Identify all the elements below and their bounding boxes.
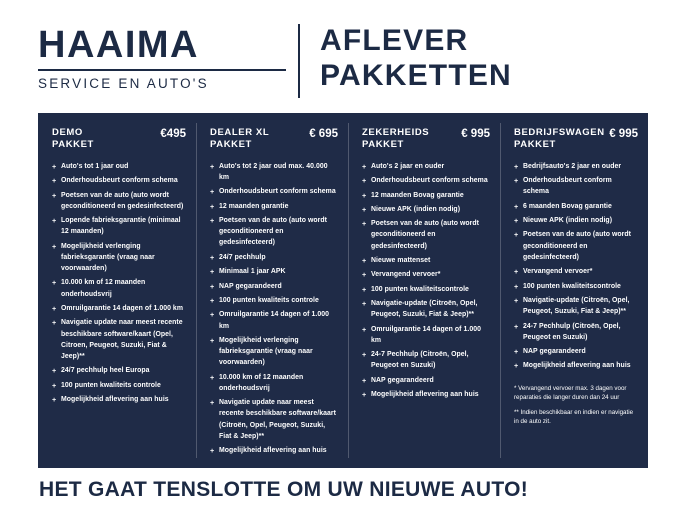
list-item: + Omruilgarantie 14 dagen of 1.000 km xyxy=(52,303,186,314)
list-item: + Auto's tot 1 jaar oud xyxy=(52,161,186,172)
list-item: + Vervangend vervoer* xyxy=(514,266,638,277)
package-card-bedrijfswagen xyxy=(500,113,648,468)
brand-block xyxy=(38,22,290,91)
package-title xyxy=(210,127,269,151)
package-title xyxy=(362,127,429,151)
list-item: + Mogelijkheid aflevering aan huis xyxy=(362,389,490,400)
list-item: + 24-7 Pechhulp (Citroën, Opel, Peugeot en Suzuki) xyxy=(362,349,490,371)
header-divider xyxy=(298,24,300,98)
header xyxy=(38,22,648,100)
page-title-line-1: AFLEVER xyxy=(320,24,469,57)
list-item: + 100 punten kwaliteitscontrole xyxy=(514,281,638,292)
list-item: + NAP gegarandeerd xyxy=(362,375,490,386)
brand-subtitle: SERVICE EN AUTO'S xyxy=(38,76,209,91)
list-item: + Navigatie update naar meest recente beschikbare software/kaart (Opel, Citroen, Peugeot, Suzuki, Fiat & Jeep)** xyxy=(52,317,186,362)
package-price: € 695 xyxy=(309,128,338,140)
list-item: + Auto's 2 jaar en ouder xyxy=(362,161,490,172)
package-header xyxy=(514,127,638,151)
package-card-zekerheids xyxy=(348,113,500,468)
footer-tagline: HET GAAT TENSLOTTE OM UW NIEUWE AUTO! xyxy=(39,478,529,501)
list-item: + Bedrijfsauto's 2 jaar en ouder xyxy=(514,161,638,172)
package-title-line-1: BEDRIJFSWAGEN xyxy=(514,127,605,138)
list-item: + 100 punten kwaliteits controle xyxy=(210,295,338,306)
list-item: + Onderhoudsbeurt conform schema xyxy=(210,186,338,197)
package-price: € 995 xyxy=(609,128,638,140)
list-item: + Omruilgarantie 14 dagen of 1.000 km xyxy=(210,309,338,331)
package-header xyxy=(362,127,490,151)
list-item: + Navigatie-update (Citroën, Opel, Peugeot, Suzuki, Fiat & Jeep)** xyxy=(514,295,638,317)
package-title-line-2: PAKKET xyxy=(210,138,252,150)
page-title xyxy=(320,22,512,93)
list-item: + 12 maanden garantie xyxy=(210,201,338,212)
list-item: + Mogelijkheid aflevering aan huis xyxy=(52,394,186,405)
package-card-demo xyxy=(38,113,196,468)
footnote-2: ** Indien beschikbaar en indien er navigatie in de auto zit. xyxy=(514,408,634,426)
feature-list xyxy=(514,161,638,372)
list-item: + Onderhoudsbeurt conform schema xyxy=(514,175,638,197)
list-item: + Nieuwe mattenset xyxy=(362,255,490,266)
list-item: + 24-7 Pechhulp (Citroën, Opel, Peugeot en Suzuki) xyxy=(514,321,638,343)
package-title-line-2: PAKKET xyxy=(362,138,404,150)
list-item: + 10.000 km of 12 maanden onderhoudsvrij xyxy=(52,277,186,299)
package-title-line-2: PAKKET xyxy=(514,138,556,150)
list-item: + Onderhoudsbeurt conform schema xyxy=(362,175,490,186)
package-header xyxy=(52,127,186,151)
list-item: + 24/7 pechhulp xyxy=(210,252,338,263)
footnotes xyxy=(514,384,638,427)
list-item: + Auto's tot 2 jaar oud max. 40.000 km xyxy=(210,161,338,183)
list-item: + Mogelijkheid aflevering aan huis xyxy=(210,445,338,456)
page-title-line-2: PAKKETTEN xyxy=(320,58,512,92)
packages-panel xyxy=(38,113,648,468)
list-item: + 12 maanden Bovag garantie xyxy=(362,190,490,201)
package-card-dealer-xl xyxy=(196,113,348,468)
package-price: €495 xyxy=(160,128,186,140)
list-item: + Nieuwe APK (indien nodig) xyxy=(514,215,638,226)
brand-name: HAAIMA xyxy=(38,24,199,66)
list-item: + Mogelijkheid verlenging fabrieksgarantie (vraag naar voorwaarden) xyxy=(210,335,338,369)
list-item: + Vervangend vervoer* xyxy=(362,269,490,280)
list-item: + 100 punten kwaliteitscontrole xyxy=(362,284,490,295)
list-item: + Poetsen van de auto (auto wordt geconditioneerd en gedesinfecteerd) xyxy=(52,190,186,212)
list-item: + Poetsen van de auto (auto wordt geconditioneerd en gedesinfecteerd) xyxy=(362,218,490,252)
list-item: + Onderhoudsbeurt conform schema xyxy=(52,175,186,186)
list-item: + Navigatie-update (Citroën, Opel, Peugeot, Suzuki, Fiat & Jeep)** xyxy=(362,298,490,320)
feature-list xyxy=(210,161,338,457)
package-title xyxy=(514,127,605,151)
list-item: + 100 punten kwaliteits controle xyxy=(52,380,186,391)
feature-list xyxy=(362,161,490,401)
footnote-1: * Vervangend vervoer max. 3 dagen voor reparaties die langer duren dan 24 uur xyxy=(514,384,627,402)
list-item: + NAP gegarandeerd xyxy=(514,346,638,357)
list-item: + Navigatie update naar meest recente beschikbare software/kaart (Citroën, Opel, Peugeot, Suzuki, Fiat & Jeep)** xyxy=(210,397,338,442)
brand-rule xyxy=(38,69,286,71)
list-item: + Minimaal 1 jaar APK xyxy=(210,266,338,277)
list-item: + Poetsen van de auto (auto wordt geconditioneerd en gedesinfecteerd) xyxy=(210,215,338,249)
package-header xyxy=(210,127,338,151)
list-item: + Mogelijkheid verlenging fabrieksgarantie (vraag naar voorwaarden) xyxy=(52,241,186,275)
package-title-line-1: DEALER XL xyxy=(210,127,270,138)
package-title-line-2: PAKKET xyxy=(52,138,94,150)
list-item: + 10.000 km of 12 maanden onderhoudsvrij xyxy=(210,372,338,394)
list-item: + Mogelijkheid aflevering aan huis xyxy=(514,360,638,371)
feature-list xyxy=(52,161,186,405)
package-price: € 995 xyxy=(461,128,490,140)
list-item: + Poetsen van de auto (auto wordt geconditioneerd en gedesinfecteerd) xyxy=(514,229,638,263)
list-item: + 6 maanden Bovag garantie xyxy=(514,201,638,212)
package-title xyxy=(52,127,94,151)
list-item: + NAP gegarandeerd xyxy=(210,281,338,292)
package-title-line-1: DEMO xyxy=(52,127,83,138)
list-item: + Lopende fabrieksgarantie (minimaal 12 maanden) xyxy=(52,215,186,237)
list-item: + Omruilgarantie 14 dagen of 1.000 km xyxy=(362,324,490,346)
list-item: + 24/7 pechhulp heel Europa xyxy=(52,365,186,376)
list-item: + Nieuwe APK (indien nodig) xyxy=(362,204,490,215)
package-title-line-1: ZEKERHEIDS xyxy=(362,127,430,138)
